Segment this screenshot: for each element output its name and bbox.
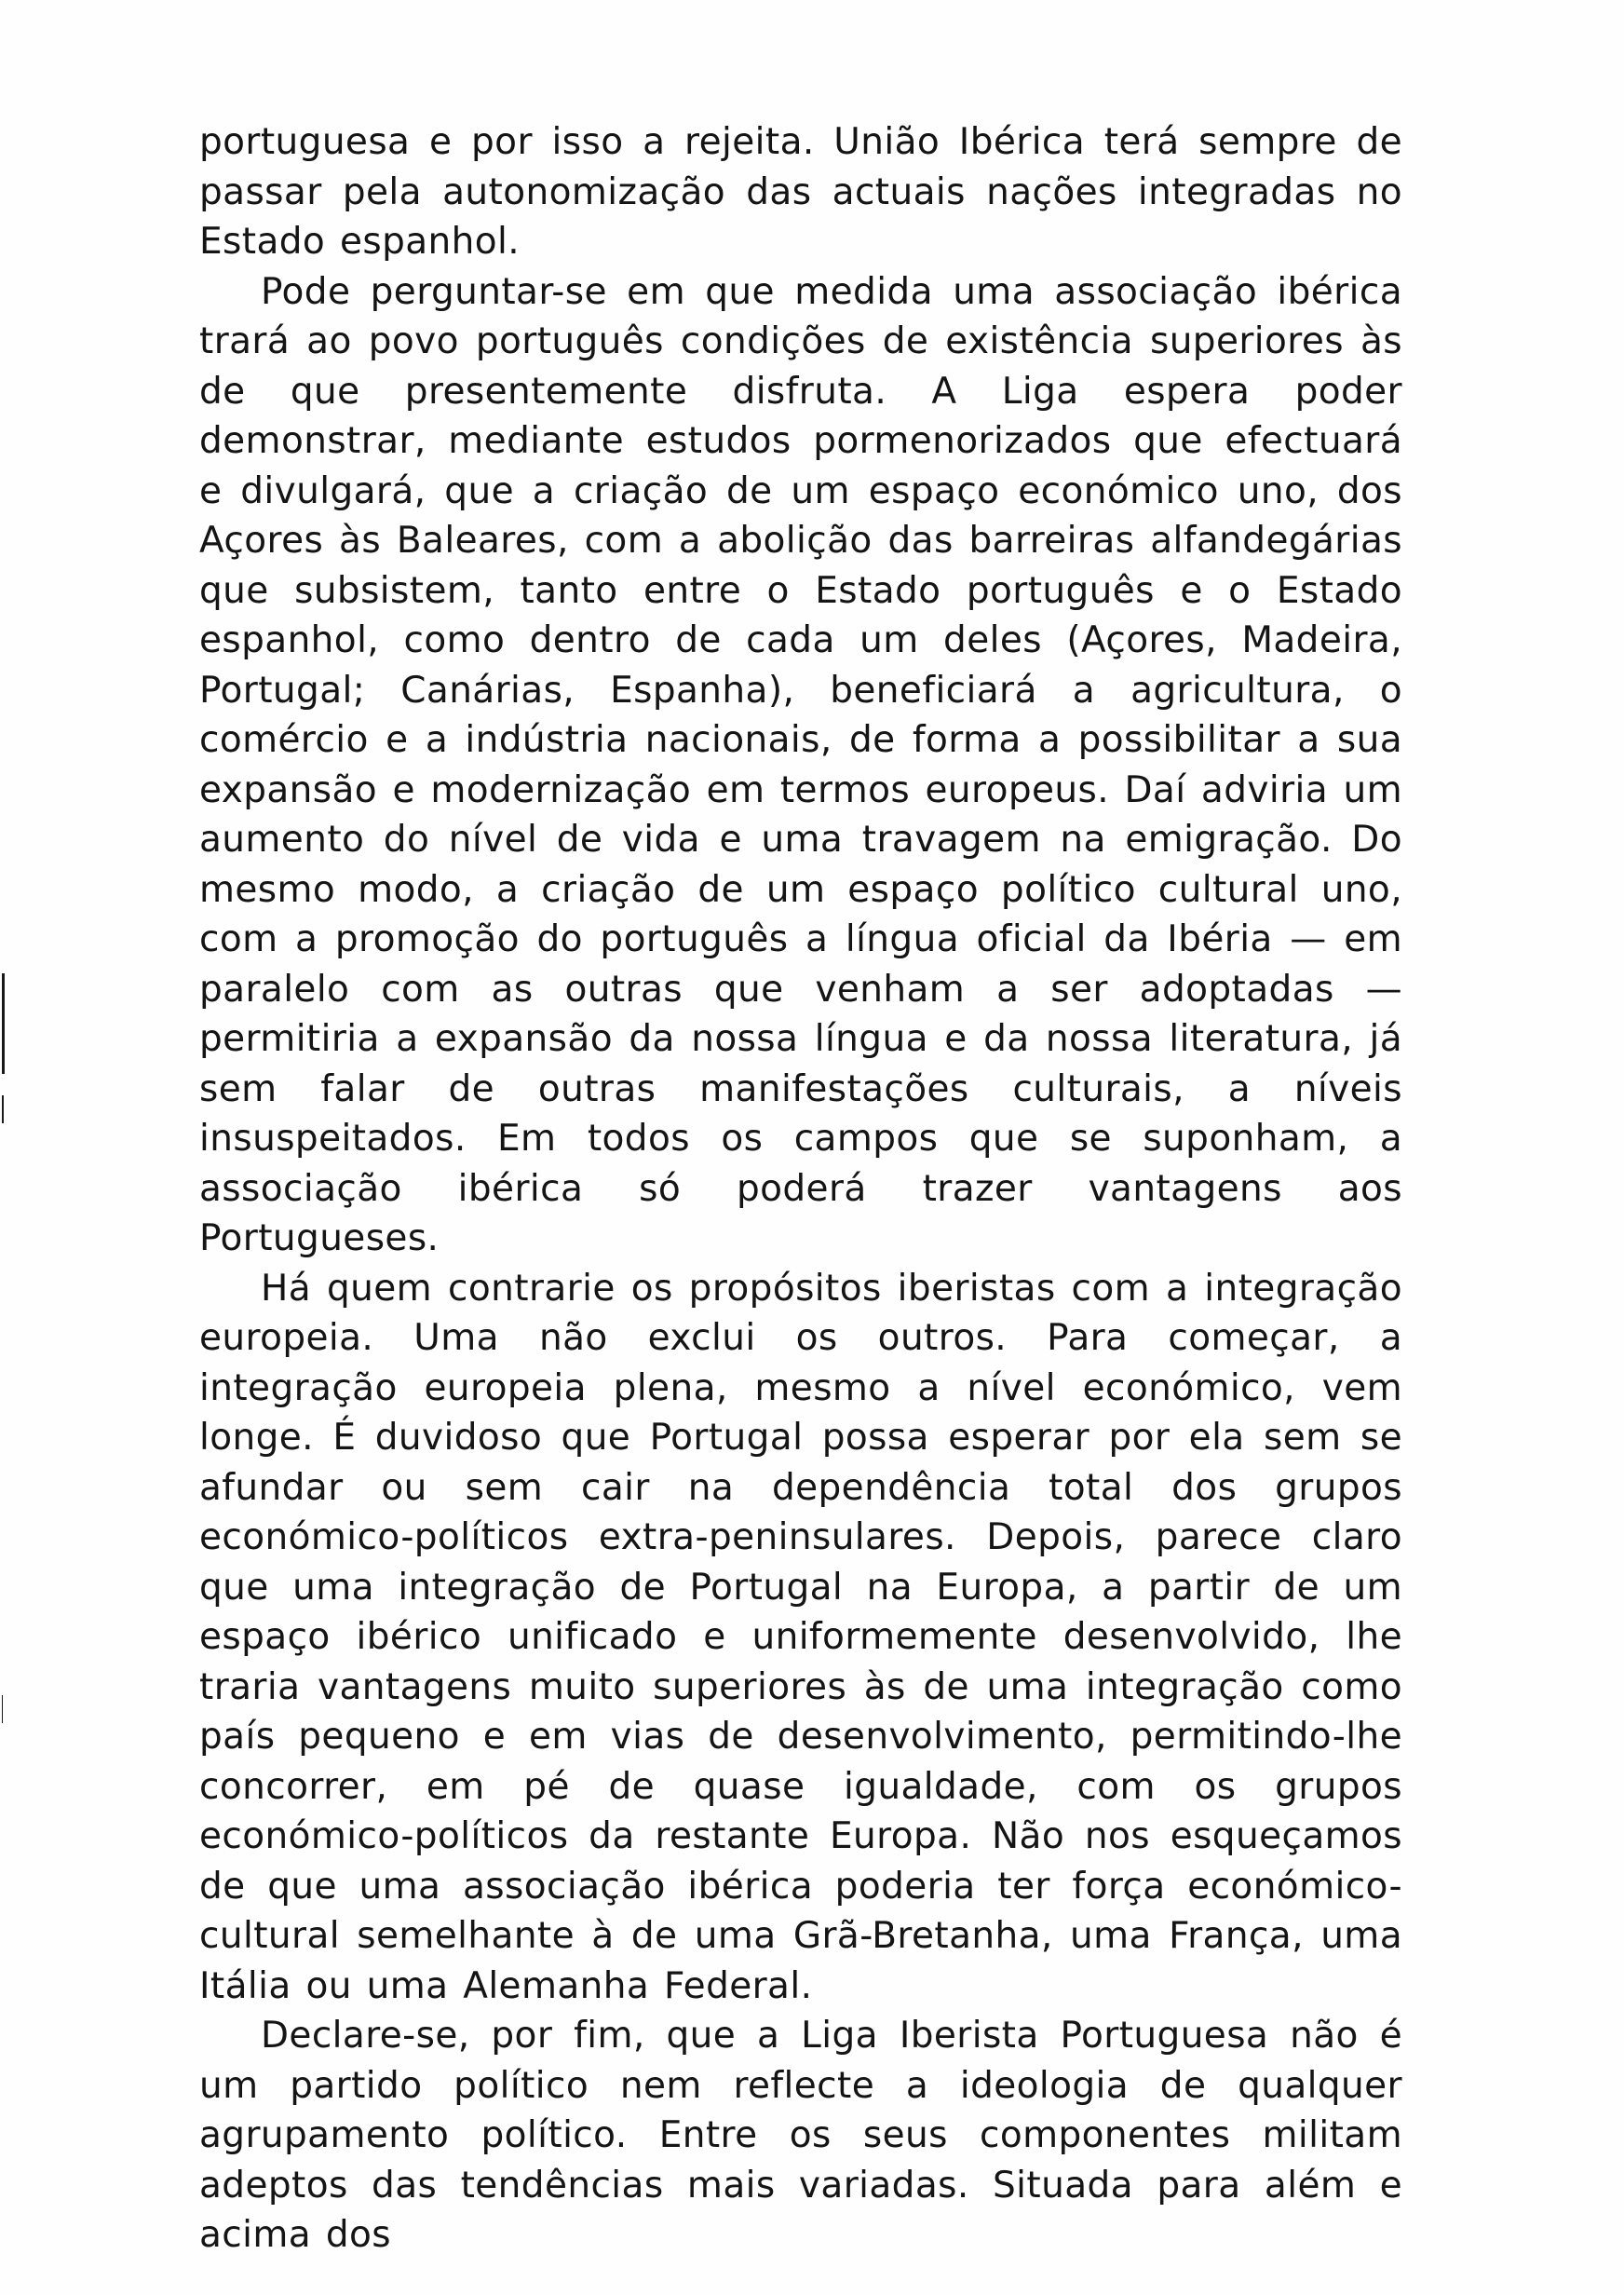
margin-scan-mark (2, 973, 5, 1074)
paragraph-1: portuguesa e por isso a rejeita. União Ibérica terá sempre de passar pela autonomização das actuais nações integradas no Estado espanhol. (199, 121, 1402, 263)
paragraph-4: Declare-se, por fim, que a Liga Iberista Portuguesa não é um partido político nem reflecte a ideologia de qualquer agrupamento político. Entre os seus componentes militam adeptos das tendências mais variadas. Situada para além e acima dos (199, 2015, 1402, 2256)
body-text (199, 117, 1402, 2261)
margin-scan-mark (2, 1095, 4, 1123)
margin-scan-mark (2, 1695, 3, 1723)
paragraph-3: Há quem contrarie os propósitos iberistas com a integração europeia. Uma não exclui os outros. Para começar, a integração europeia plena, mesmo a nível económico, vem longe. É duvidoso que Portugal possa esperar por ela sem se afundar ou sem cair na dependência total dos grupos económico-políticos extra-peninsulares. Depois, parece claro que uma integração de Portugal na Europa, a partir de um espaço ibérico unificado e uniformemente desenvolvido, lhe traria vantagens muito superiores às de uma integração como país pequeno e em vias de desenvolvimento, permitindo-lhe concorrer, em pé de quase igualdade, com os grupos económico-políticos da restante Europa. Não nos esqueçamos de que uma associação ibérica poderia ter força económico-cultural semelhante à de uma Grã-Bretanha, uma França, uma Itália ou uma Alemanha Federal. (199, 1267, 1402, 2007)
paragraph-2: Pode perguntar-se em que medida uma associação ibérica trará ao povo português condições de existência superiores às de que presentemente disfruta. A Liga espera poder demonstrar, mediante estudos pormenorizados que efectuará e divulgará, que a criação de um espaço económico uno, dos Açores às Baleares, com a abolição das barreiras alfandegárias que subsistem, tanto entre o Estado português e o Estado espanhol, como dentro de cada um deles (Açores, Madeira, Portugal; Canárias, Espanha), beneficiará a agricultura, o comércio e a indústria nacionais, de forma a possibilitar a sua expansão e modernização em termos europeus. Daí adviria um aumento do nível de vida e uma travagem na emigração. Do mesmo modo, a criação de um espaço político cultural uno, com a promoção do português a língua oficial da Ibéria — em paralelo com as outras que venham a ser adoptadas — permitiria a expansão da nossa língua e da nossa literatura, já sem falar de outras manifestações culturais, a níveis insuspeitados. Em todos os campos que se suponham, a associação ibérica só poderá trazer vantagens aos Portugueses. (199, 270, 1402, 1259)
